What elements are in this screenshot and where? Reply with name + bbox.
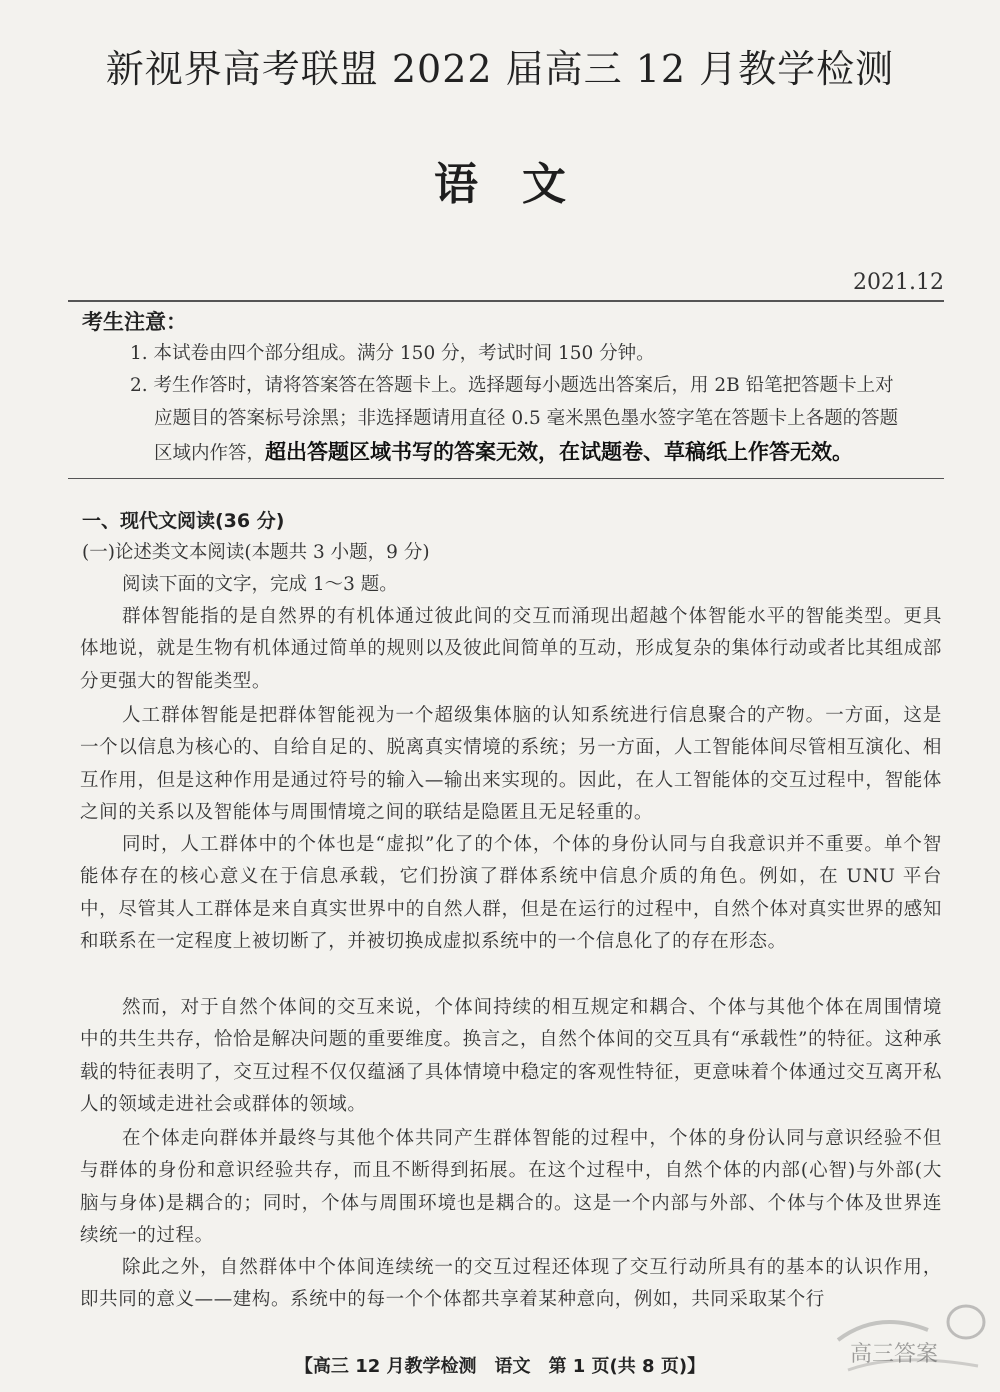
reading-instruction: 阅读下面的文字，完成 1～3 题。 [122, 574, 398, 595]
passage-paragraph-5: 在个体走向群体并最终与其他个体共同产生群体智能的过程中，个体的身份认同与意识经验不但与群体的身份和意识经验共存，而且不断得到拓展。在这个过程中，自然个体的内部(心智)与外部(大脑与身体)是耦合的；同时，个体与周围环境也是耦合的。这是一个内部与外部、个体与个体及世界连续统一的过程。 [80, 1128, 942, 1247]
notice-heading: 考生注意： [82, 310, 187, 334]
top-divider [68, 300, 944, 302]
passage-paragraph-1: 群体智能指的是自然界的有机体通过彼此间的交互而涌现出超越个体智能水平的智能类型。更具体地说，就是生物有机体通过简单的规则以及彼此间简单的互动，形成复杂的集体行动或者比其组成部分更强大的智能类型。 [80, 606, 942, 692]
notice-emphasis-text: 超出答题区域书写的答案无效，在试题卷、草稿纸上作答无效。 [265, 440, 854, 464]
passage-paragraph-4: 然而，对于自然个体间的交互来说，个体间持续的相互规定和耦合、个体与其他个体在周围情境中的共生共存，恰恰是解决问题的重要维度。换言之，自然个体间的交互具有“承载性”的特征。这种承载的特征表明了，交互过程不仅仅蕴涵了具体情境中稳定的客观性特征，更意味着个体通过交互离开私人的领域走进社会或群体的领域。 [80, 997, 942, 1116]
exam-date: 2021.12 [853, 270, 944, 295]
notice-item-1: 1. 本试卷由四个部分组成。满分 150 分，考试时间 150 分钟。 [130, 343, 655, 364]
page-footer: 【高三 12 月教学检测 语文 第 1 页(共 8 页)】 [294, 1356, 706, 1377]
passage-paragraph-3: 同时，人工群体中的个体也是“虚拟”化了的个体，个体的身份认同与自我意识并不重要。单个智能体存在的核心意义在于信息承载，它们扮演了群体系统中信息介质的角色。例如，在 UNU 平台中，尽管其人工群体是来自真实世界中的自然人群，但是在运行的过程中，自然个体对真实世界的感知和联系在一定程度上被切断了，并被切换成虚拟系统中的一个信息化了的存在形态。 [80, 834, 942, 953]
section-heading: 一、现代文阅读(36 分) [82, 510, 285, 532]
exam-title: 新视界高考联盟 2022 届高三 12 月教学检测 [105, 47, 895, 91]
notice-plain-text: 区域内作答， [154, 443, 266, 464]
section-subheading: (一)论述类文本阅读(本题共 3 小题，9 分) [82, 542, 430, 563]
notice-item-2-line-1: 2. 考生作答时，请将答案答在答题卡上。选择题每小题选出答案后，用 2B 铅笔把答题卡上对 [130, 375, 894, 396]
passage-paragraph-2: 人工群体智能是把群体智能视为一个超级集体脑的认知系统进行信息聚合的产物。一方面，这是一个以信息为核心的、自给自足的、脱离真实情境的系统；另一方面，人工智能体间尽管相互演化、相互作用，但是这种作用是通过符号的输入—输出来实现的。因此，在人工智能体的交互过程中，智能体之间的关系以及智能体与周围情境之间的联结是隐匿且无足轻重的。 [80, 705, 942, 824]
notice-item-2-line-3 [154, 436, 944, 470]
notice-bottom-divider [68, 478, 944, 479]
subject-title: 语文 [434, 159, 610, 210]
notice-item-2-line-2: 应题目的答案标号涂黑；非选择题请用直径 0.5 毫米黑色墨水签字笔在答题卡上各题的答题 [154, 408, 899, 429]
passage-paragraph-6: 除此之外，自然群体中个体间连续统一的交互过程还体现了交互行动所具有的基本的认识作用，即共同的意义——建构。系统中的每一个个体都共享着某种意向，例如，共同采取某个行 [80, 1257, 942, 1311]
watermark-text: 高三答案 [850, 1342, 939, 1367]
